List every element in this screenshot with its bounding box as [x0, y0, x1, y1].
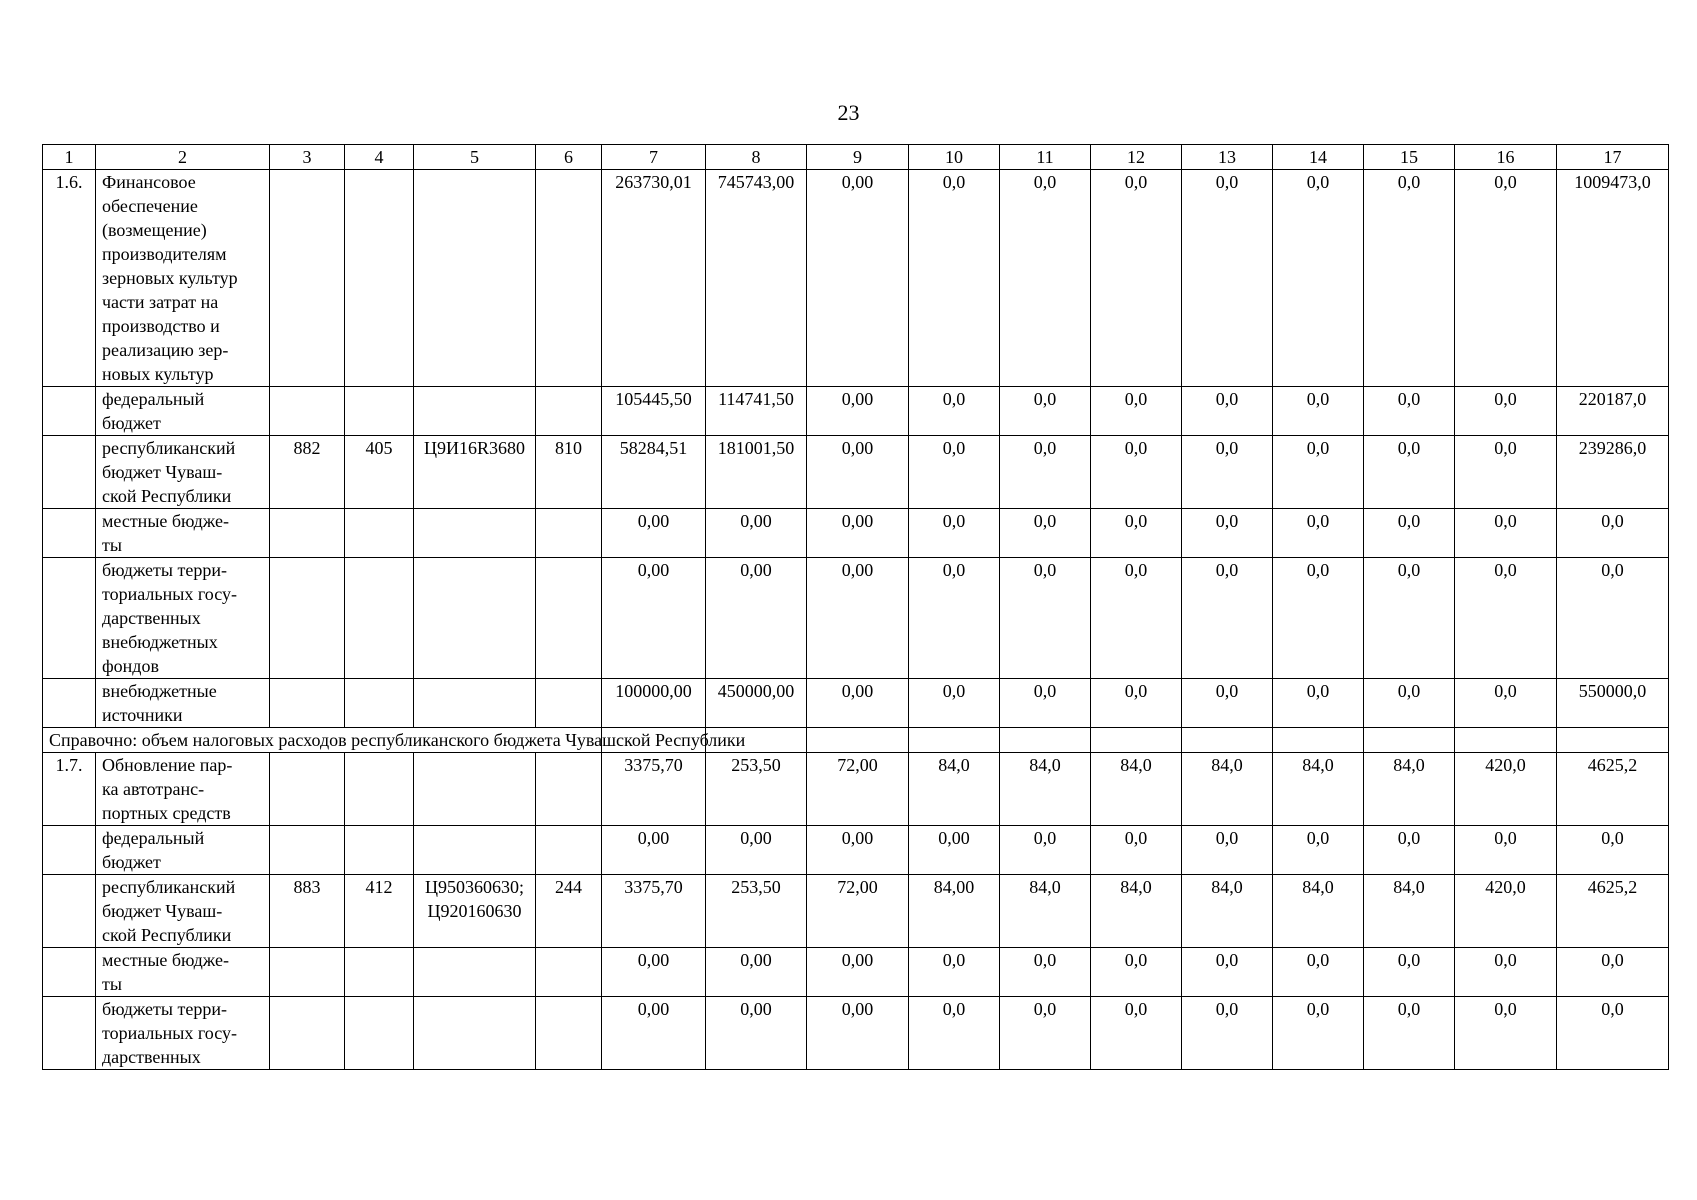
note-empty-col-17	[1557, 728, 1669, 753]
value-col-15: 0,0	[1364, 997, 1455, 1070]
value-col-13: 0,0	[1182, 826, 1273, 875]
value-col-15: 0,0	[1364, 436, 1455, 509]
value-col-11: 0,0	[1000, 558, 1091, 679]
row-name-line: ской Республики	[102, 925, 232, 945]
note-empty-col-13	[1182, 728, 1273, 753]
row-name	[96, 875, 270, 948]
budget-table	[42, 144, 1669, 1070]
value-col-7: 3375,70	[602, 875, 706, 948]
row-name-line: источники	[102, 705, 183, 725]
row-name-line: федеральный	[102, 828, 205, 848]
value-col-8: 0,00	[706, 558, 807, 679]
row-name-line: дарственных	[102, 608, 201, 628]
target-article-code	[414, 948, 536, 997]
value-col-8: 253,50	[706, 875, 807, 948]
row-name-line: бюджет Чуваш-	[102, 462, 223, 482]
value-col-17: 0,0	[1557, 997, 1669, 1070]
value-col-8: 253,50	[706, 753, 807, 826]
row-name-line: Финансовое	[102, 172, 196, 192]
value-col-8: 0,00	[706, 948, 807, 997]
row-name-line: зерновых культур	[102, 268, 238, 288]
value-col-12: 84,0	[1091, 753, 1182, 826]
row-name-line: части затрат на	[102, 292, 219, 312]
row-number	[43, 679, 96, 728]
column-header-5: 5	[414, 145, 536, 170]
row-name-line: ты	[102, 974, 122, 994]
row-name-line: местные бюдже-	[102, 511, 229, 531]
target-article-code	[414, 997, 536, 1070]
grbs-code	[270, 753, 345, 826]
table-row	[43, 997, 1669, 1070]
value-col-8: 114741,50	[706, 387, 807, 436]
row-number: 1.6.	[43, 170, 96, 387]
row-name-line: производителям	[102, 244, 227, 264]
target-article-code-line: Ц950360630;	[425, 877, 524, 897]
value-col-16: 0,0	[1455, 387, 1557, 436]
column-header-2: 2	[96, 145, 270, 170]
table-row	[43, 436, 1669, 509]
note-empty-col-14	[1273, 728, 1364, 753]
value-col-8: 0,00	[706, 997, 807, 1070]
row-number	[43, 387, 96, 436]
expense-type-code	[536, 170, 602, 387]
section-code	[345, 679, 414, 728]
grbs-code: 882	[270, 436, 345, 509]
value-col-13: 0,0	[1182, 997, 1273, 1070]
value-col-11: 84,0	[1000, 753, 1091, 826]
value-col-11: 0,0	[1000, 997, 1091, 1070]
value-col-16: 420,0	[1455, 753, 1557, 826]
row-name-line: ка автотранс-	[102, 779, 205, 799]
row-name	[96, 826, 270, 875]
value-col-9: 72,00	[807, 875, 909, 948]
column-header-13: 13	[1182, 145, 1273, 170]
row-name	[96, 170, 270, 387]
row-name-line: бюджеты терри-	[102, 999, 227, 1019]
value-col-13: 0,0	[1182, 679, 1273, 728]
value-col-16: 0,0	[1455, 509, 1557, 558]
page-number: 23	[837, 100, 860, 125]
expense-type-code	[536, 679, 602, 728]
note-empty-col-10	[909, 728, 1000, 753]
value-col-16: 0,0	[1455, 826, 1557, 875]
value-col-15: 0,0	[1364, 170, 1455, 387]
row-name-line: внебюджетных	[102, 632, 218, 652]
section-code	[345, 387, 414, 436]
value-col-12: 84,0	[1091, 875, 1182, 948]
value-col-9: 0,00	[807, 509, 909, 558]
column-header-7: 7	[602, 145, 706, 170]
value-col-10: 0,0	[909, 997, 1000, 1070]
value-col-11: 0,0	[1000, 436, 1091, 509]
value-col-12: 0,0	[1091, 558, 1182, 679]
value-col-13: 0,0	[1182, 558, 1273, 679]
row-name-line: республиканский	[102, 877, 236, 897]
row-name-line: производство и	[102, 316, 220, 336]
row-name-line: бюджет Чуваш-	[102, 901, 223, 921]
value-col-11: 0,0	[1000, 170, 1091, 387]
value-col-7: 58284,51	[602, 436, 706, 509]
value-col-14: 0,0	[1273, 509, 1364, 558]
table-row	[43, 826, 1669, 875]
expense-type-code	[536, 558, 602, 679]
value-col-15: 0,0	[1364, 387, 1455, 436]
value-col-14: 0,0	[1273, 679, 1364, 728]
value-col-8: 450000,00	[706, 679, 807, 728]
value-col-7: 0,00	[602, 948, 706, 997]
value-col-15: 0,0	[1364, 826, 1455, 875]
row-name	[96, 948, 270, 997]
row-name	[96, 997, 270, 1070]
table-row	[43, 948, 1669, 997]
grbs-code	[270, 679, 345, 728]
column-header-10: 10	[909, 145, 1000, 170]
value-col-16: 0,0	[1455, 997, 1557, 1070]
expense-type-code	[536, 753, 602, 826]
target-article-code-line: Ц920160630	[427, 901, 522, 921]
section-code	[345, 997, 414, 1070]
row-name-line: новых культур	[102, 364, 214, 384]
grbs-code: 883	[270, 875, 345, 948]
row-name-line: фондов	[102, 656, 159, 676]
value-col-9: 0,00	[807, 679, 909, 728]
row-number	[43, 997, 96, 1070]
row-name-line: бюджет	[102, 852, 161, 872]
value-col-14: 0,0	[1273, 948, 1364, 997]
value-col-10: 0,0	[909, 558, 1000, 679]
table-row	[43, 679, 1669, 728]
value-col-10: 84,0	[909, 753, 1000, 826]
value-col-16: 0,0	[1455, 436, 1557, 509]
value-col-12: 0,0	[1091, 679, 1182, 728]
value-col-10: 0,0	[909, 948, 1000, 997]
value-col-9: 0,00	[807, 387, 909, 436]
value-col-9: 0,00	[807, 826, 909, 875]
column-header-3: 3	[270, 145, 345, 170]
row-name-line: местные бюдже-	[102, 950, 229, 970]
value-col-13: 84,0	[1182, 753, 1273, 826]
value-col-16: 0,0	[1455, 948, 1557, 997]
note-empty-col-16	[1455, 728, 1557, 753]
expense-type-code	[536, 387, 602, 436]
value-col-8: 181001,50	[706, 436, 807, 509]
value-col-16: 420,0	[1455, 875, 1557, 948]
value-col-15: 0,0	[1364, 509, 1455, 558]
value-col-17: 239286,0	[1557, 436, 1669, 509]
value-col-14: 0,0	[1273, 558, 1364, 679]
value-col-12: 0,0	[1091, 387, 1182, 436]
row-name-line: внебюджетные	[102, 681, 217, 701]
value-col-14: 0,0	[1273, 170, 1364, 387]
grbs-code	[270, 948, 345, 997]
table-row	[43, 558, 1669, 679]
note-empty-col-15	[1364, 728, 1455, 753]
row-name	[96, 679, 270, 728]
column-header-9: 9	[807, 145, 909, 170]
column-header-8: 8	[706, 145, 807, 170]
value-col-7: 0,00	[602, 509, 706, 558]
row-number: 1.7.	[43, 753, 96, 826]
section-code	[345, 948, 414, 997]
section-code: 405	[345, 436, 414, 509]
grbs-code	[270, 387, 345, 436]
value-col-7: 3375,70	[602, 753, 706, 826]
expense-type-code	[536, 997, 602, 1070]
value-col-13: 0,0	[1182, 509, 1273, 558]
expense-type-code	[536, 826, 602, 875]
value-col-11: 0,0	[1000, 948, 1091, 997]
value-col-13: 84,0	[1182, 875, 1273, 948]
value-col-17: 4625,2	[1557, 875, 1669, 948]
row-name-line: ты	[102, 535, 122, 555]
grbs-code	[270, 826, 345, 875]
value-col-17: 0,0	[1557, 826, 1669, 875]
row-name-line: ториальных госу-	[102, 584, 237, 604]
column-header-17: 17	[1557, 145, 1669, 170]
row-name-line: бюджеты терри-	[102, 560, 227, 580]
section-code	[345, 509, 414, 558]
value-col-11: 0,0	[1000, 679, 1091, 728]
value-col-10: 0,0	[909, 436, 1000, 509]
column-header-15: 15	[1364, 145, 1455, 170]
row-name	[96, 509, 270, 558]
value-col-15: 0,0	[1364, 558, 1455, 679]
value-col-17: 0,0	[1557, 948, 1669, 997]
value-col-9: 0,00	[807, 558, 909, 679]
expense-type-code: 244	[536, 875, 602, 948]
value-col-11: 0,0	[1000, 387, 1091, 436]
row-name-line: ской Республики	[102, 486, 232, 506]
target-article-code	[414, 679, 536, 728]
value-col-11: 0,0	[1000, 509, 1091, 558]
value-col-7: 100000,00	[602, 679, 706, 728]
table-row	[43, 387, 1669, 436]
value-col-12: 0,0	[1091, 826, 1182, 875]
table-row	[43, 875, 1669, 948]
value-col-17: 550000,0	[1557, 679, 1669, 728]
row-name	[96, 387, 270, 436]
grbs-code	[270, 997, 345, 1070]
value-col-16: 0,0	[1455, 679, 1557, 728]
value-col-10: 0,0	[909, 170, 1000, 387]
value-col-17: 0,0	[1557, 558, 1669, 679]
column-header-row	[43, 145, 1669, 170]
section-code	[345, 826, 414, 875]
value-col-14: 0,0	[1273, 997, 1364, 1070]
column-header-4: 4	[345, 145, 414, 170]
grbs-code	[270, 509, 345, 558]
value-col-16: 0,0	[1455, 558, 1557, 679]
value-col-17: 220187,0	[1557, 387, 1669, 436]
target-article-code	[414, 170, 536, 387]
target-article-code-line: Ц9И16R3680	[423, 438, 525, 458]
row-name-line: республиканский	[102, 438, 236, 458]
value-col-10: 84,00	[909, 875, 1000, 948]
table-row	[43, 509, 1669, 558]
value-col-15: 84,0	[1364, 875, 1455, 948]
value-col-12: 0,0	[1091, 436, 1182, 509]
row-name-line: бюджет	[102, 413, 161, 433]
value-col-10: 0,0	[909, 679, 1000, 728]
expense-type-code	[536, 948, 602, 997]
column-header-12: 12	[1091, 145, 1182, 170]
row-number	[43, 509, 96, 558]
row-number	[43, 875, 96, 948]
value-col-14: 84,0	[1273, 875, 1364, 948]
expense-type-code	[536, 509, 602, 558]
table-row	[43, 170, 1669, 387]
value-col-7: 263730,01	[602, 170, 706, 387]
value-col-7: 0,00	[602, 826, 706, 875]
grbs-code	[270, 170, 345, 387]
row-name	[96, 753, 270, 826]
value-col-7: 0,00	[602, 558, 706, 679]
value-col-7: 105445,50	[602, 387, 706, 436]
value-col-9: 0,00	[807, 997, 909, 1070]
value-col-8: 0,00	[706, 509, 807, 558]
value-col-12: 0,0	[1091, 997, 1182, 1070]
note-row	[43, 728, 1669, 753]
row-name	[96, 558, 270, 679]
column-header-11: 11	[1000, 145, 1091, 170]
value-col-14: 84,0	[1273, 753, 1364, 826]
value-col-13: 0,0	[1182, 387, 1273, 436]
value-col-7: 0,00	[602, 997, 706, 1070]
row-number	[43, 948, 96, 997]
note-empty-col-9	[807, 728, 909, 753]
value-col-14: 0,0	[1273, 387, 1364, 436]
value-col-9: 72,00	[807, 753, 909, 826]
row-name-line: обеспечение	[102, 196, 198, 216]
row-name	[96, 436, 270, 509]
target-article-code	[414, 387, 536, 436]
value-col-12: 0,0	[1091, 170, 1182, 387]
value-col-15: 84,0	[1364, 753, 1455, 826]
target-article-code	[414, 753, 536, 826]
value-col-13: 0,0	[1182, 948, 1273, 997]
value-col-10: 0,00	[909, 826, 1000, 875]
value-col-9: 0,00	[807, 170, 909, 387]
value-col-12: 0,0	[1091, 948, 1182, 997]
row-name-line: (возмещение)	[102, 220, 207, 240]
column-header-1: 1	[43, 145, 96, 170]
grbs-code	[270, 558, 345, 679]
value-col-10: 0,0	[909, 387, 1000, 436]
value-col-11: 0,0	[1000, 826, 1091, 875]
value-col-17: 1009473,0	[1557, 170, 1669, 387]
target-article-code	[414, 875, 536, 948]
value-col-9: 0,00	[807, 436, 909, 509]
value-col-17: 0,0	[1557, 509, 1669, 558]
value-col-10: 0,0	[909, 509, 1000, 558]
row-name-line: федеральный	[102, 389, 205, 409]
column-header-6: 6	[536, 145, 602, 170]
table-row	[43, 753, 1669, 826]
value-col-13: 0,0	[1182, 170, 1273, 387]
value-col-15: 0,0	[1364, 679, 1455, 728]
section-code: 412	[345, 875, 414, 948]
row-name-line: дарственных	[102, 1047, 201, 1067]
value-col-17: 4625,2	[1557, 753, 1669, 826]
target-article-code	[414, 558, 536, 679]
row-number	[43, 558, 96, 679]
section-code	[345, 558, 414, 679]
value-col-9: 0,00	[807, 948, 909, 997]
section-code	[345, 170, 414, 387]
table-body	[43, 145, 1669, 1070]
row-name-line: портных средств	[102, 803, 231, 823]
value-col-8: 0,00	[706, 826, 807, 875]
value-col-11: 84,0	[1000, 875, 1091, 948]
target-article-code	[414, 509, 536, 558]
value-col-16: 0,0	[1455, 170, 1557, 387]
target-article-code	[414, 826, 536, 875]
value-col-14: 0,0	[1273, 826, 1364, 875]
row-number	[43, 436, 96, 509]
value-col-13: 0,0	[1182, 436, 1273, 509]
value-col-8: 745743,00	[706, 170, 807, 387]
row-name-line: Обновление пар-	[102, 755, 233, 775]
target-article-code	[414, 436, 536, 509]
section-code	[345, 753, 414, 826]
note-empty-col-11	[1000, 728, 1091, 753]
column-header-16: 16	[1455, 145, 1557, 170]
value-col-15: 0,0	[1364, 948, 1455, 997]
reference-note: Справочно: объем налоговых расходов республиканского бюджета Чувашской Республики	[43, 728, 602, 753]
expense-type-code: 810	[536, 436, 602, 509]
value-col-12: 0,0	[1091, 509, 1182, 558]
note-empty-col-12	[1091, 728, 1182, 753]
column-header-14: 14	[1273, 145, 1364, 170]
value-col-14: 0,0	[1273, 436, 1364, 509]
row-name-line: ториальных госу-	[102, 1023, 237, 1043]
row-number	[43, 826, 96, 875]
row-name-line: реализацию зер-	[102, 340, 229, 360]
